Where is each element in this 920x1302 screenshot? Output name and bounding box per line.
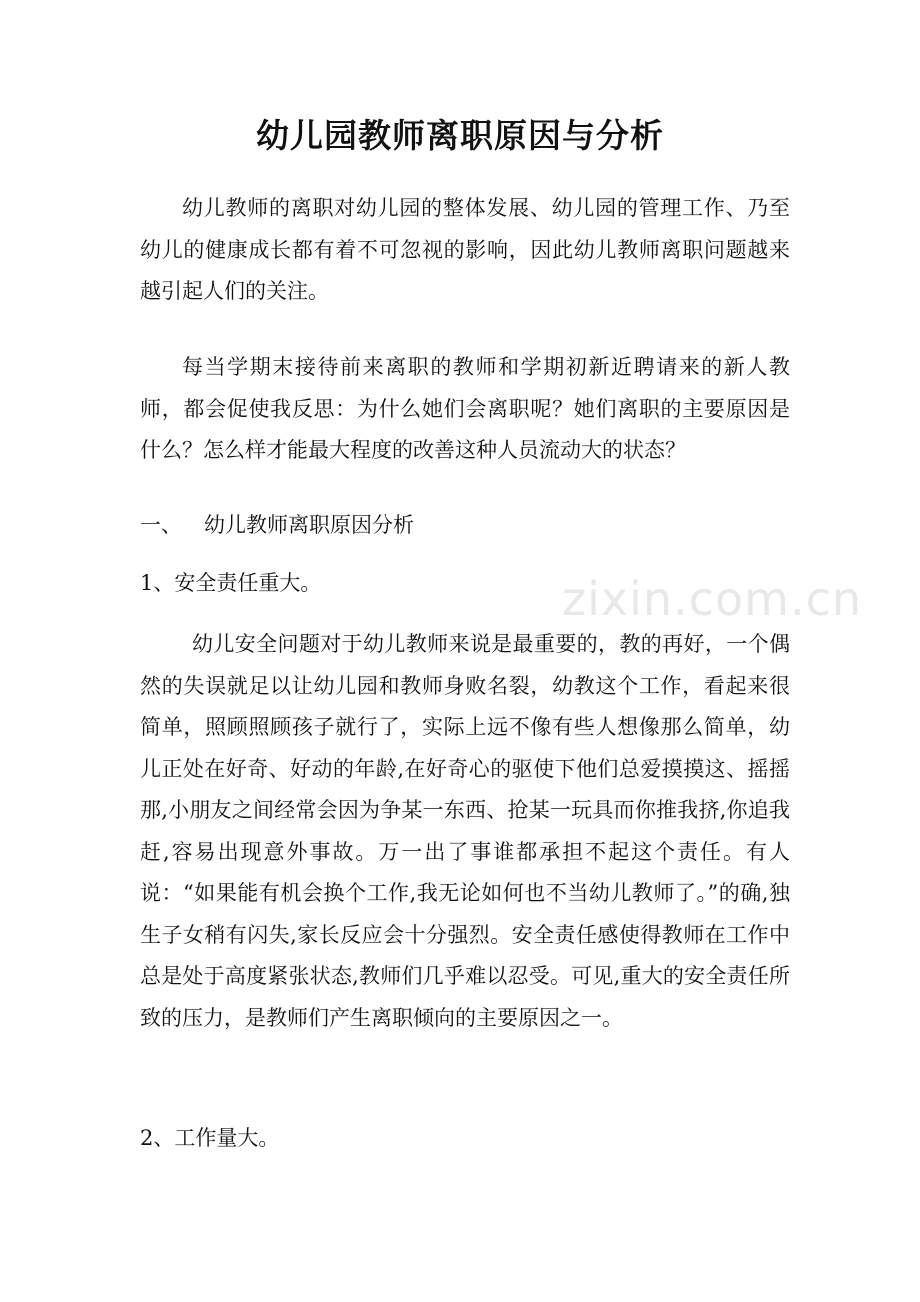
section-number: 一、 — [140, 513, 182, 537]
watermark: zixin.com.cn — [562, 572, 863, 626]
paragraph-intro: 幼儿教师的离职对幼儿园的整体发展、幼儿园的管理工作、乃至幼儿的健康成长都有着不可忽视的影响，因此幼儿教师离职问题越来越引起人们的关注。 — [140, 196, 790, 303]
subsection-heading-safety: 1、安全责任重大。 — [140, 571, 322, 595]
paragraph-safety: 幼儿安全问题对于幼儿教师来说是最重要的，教的再好，一个偶然的失误就足以让幼儿园和教师身败名裂，幼教这个工作，看起来很简单，照顾照顾孩子就行了，实际上远不像有些人想像那么简单，幼儿正处在好奇、好动的年龄,在好奇心的驱使下他们总爱摸摸这、摇摇那,小朋友之间经常会因为争某一东西、抢某一玩具而你推我挤,你追我赶,容易出现意外事故。万一出了事谁都承担不起这个责任。有人说：“如果能有机会换个工作,我无论如何也不当幼儿教师了。”的确,独生子女稍有闪失,家长反应会十分强烈。安全责任感使得教师在工作中总是处于高度紧张状态,教师们几乎难以忍受。可见,重大的安全责任所致的压力，是教师们产生离职倾向的主要原因之一。 — [140, 632, 790, 1030]
section-title: 幼儿教师离职原因分析 — [204, 513, 414, 537]
document-title: 幼儿园教师离职原因与分析 — [256, 116, 664, 155]
subsection-heading-workload: 2、工作量大。 — [140, 1126, 280, 1150]
paragraph-reflection: 每当学期末接待前来离职的教师和学期初新近聘请来的新人教师，都会促使我反思：为什么她们会离职呢？她们离职的主要原因是什么？怎么样才能最大程度的改善这种人员流动大的状态？ — [140, 355, 790, 462]
section-heading — [140, 510, 414, 540]
